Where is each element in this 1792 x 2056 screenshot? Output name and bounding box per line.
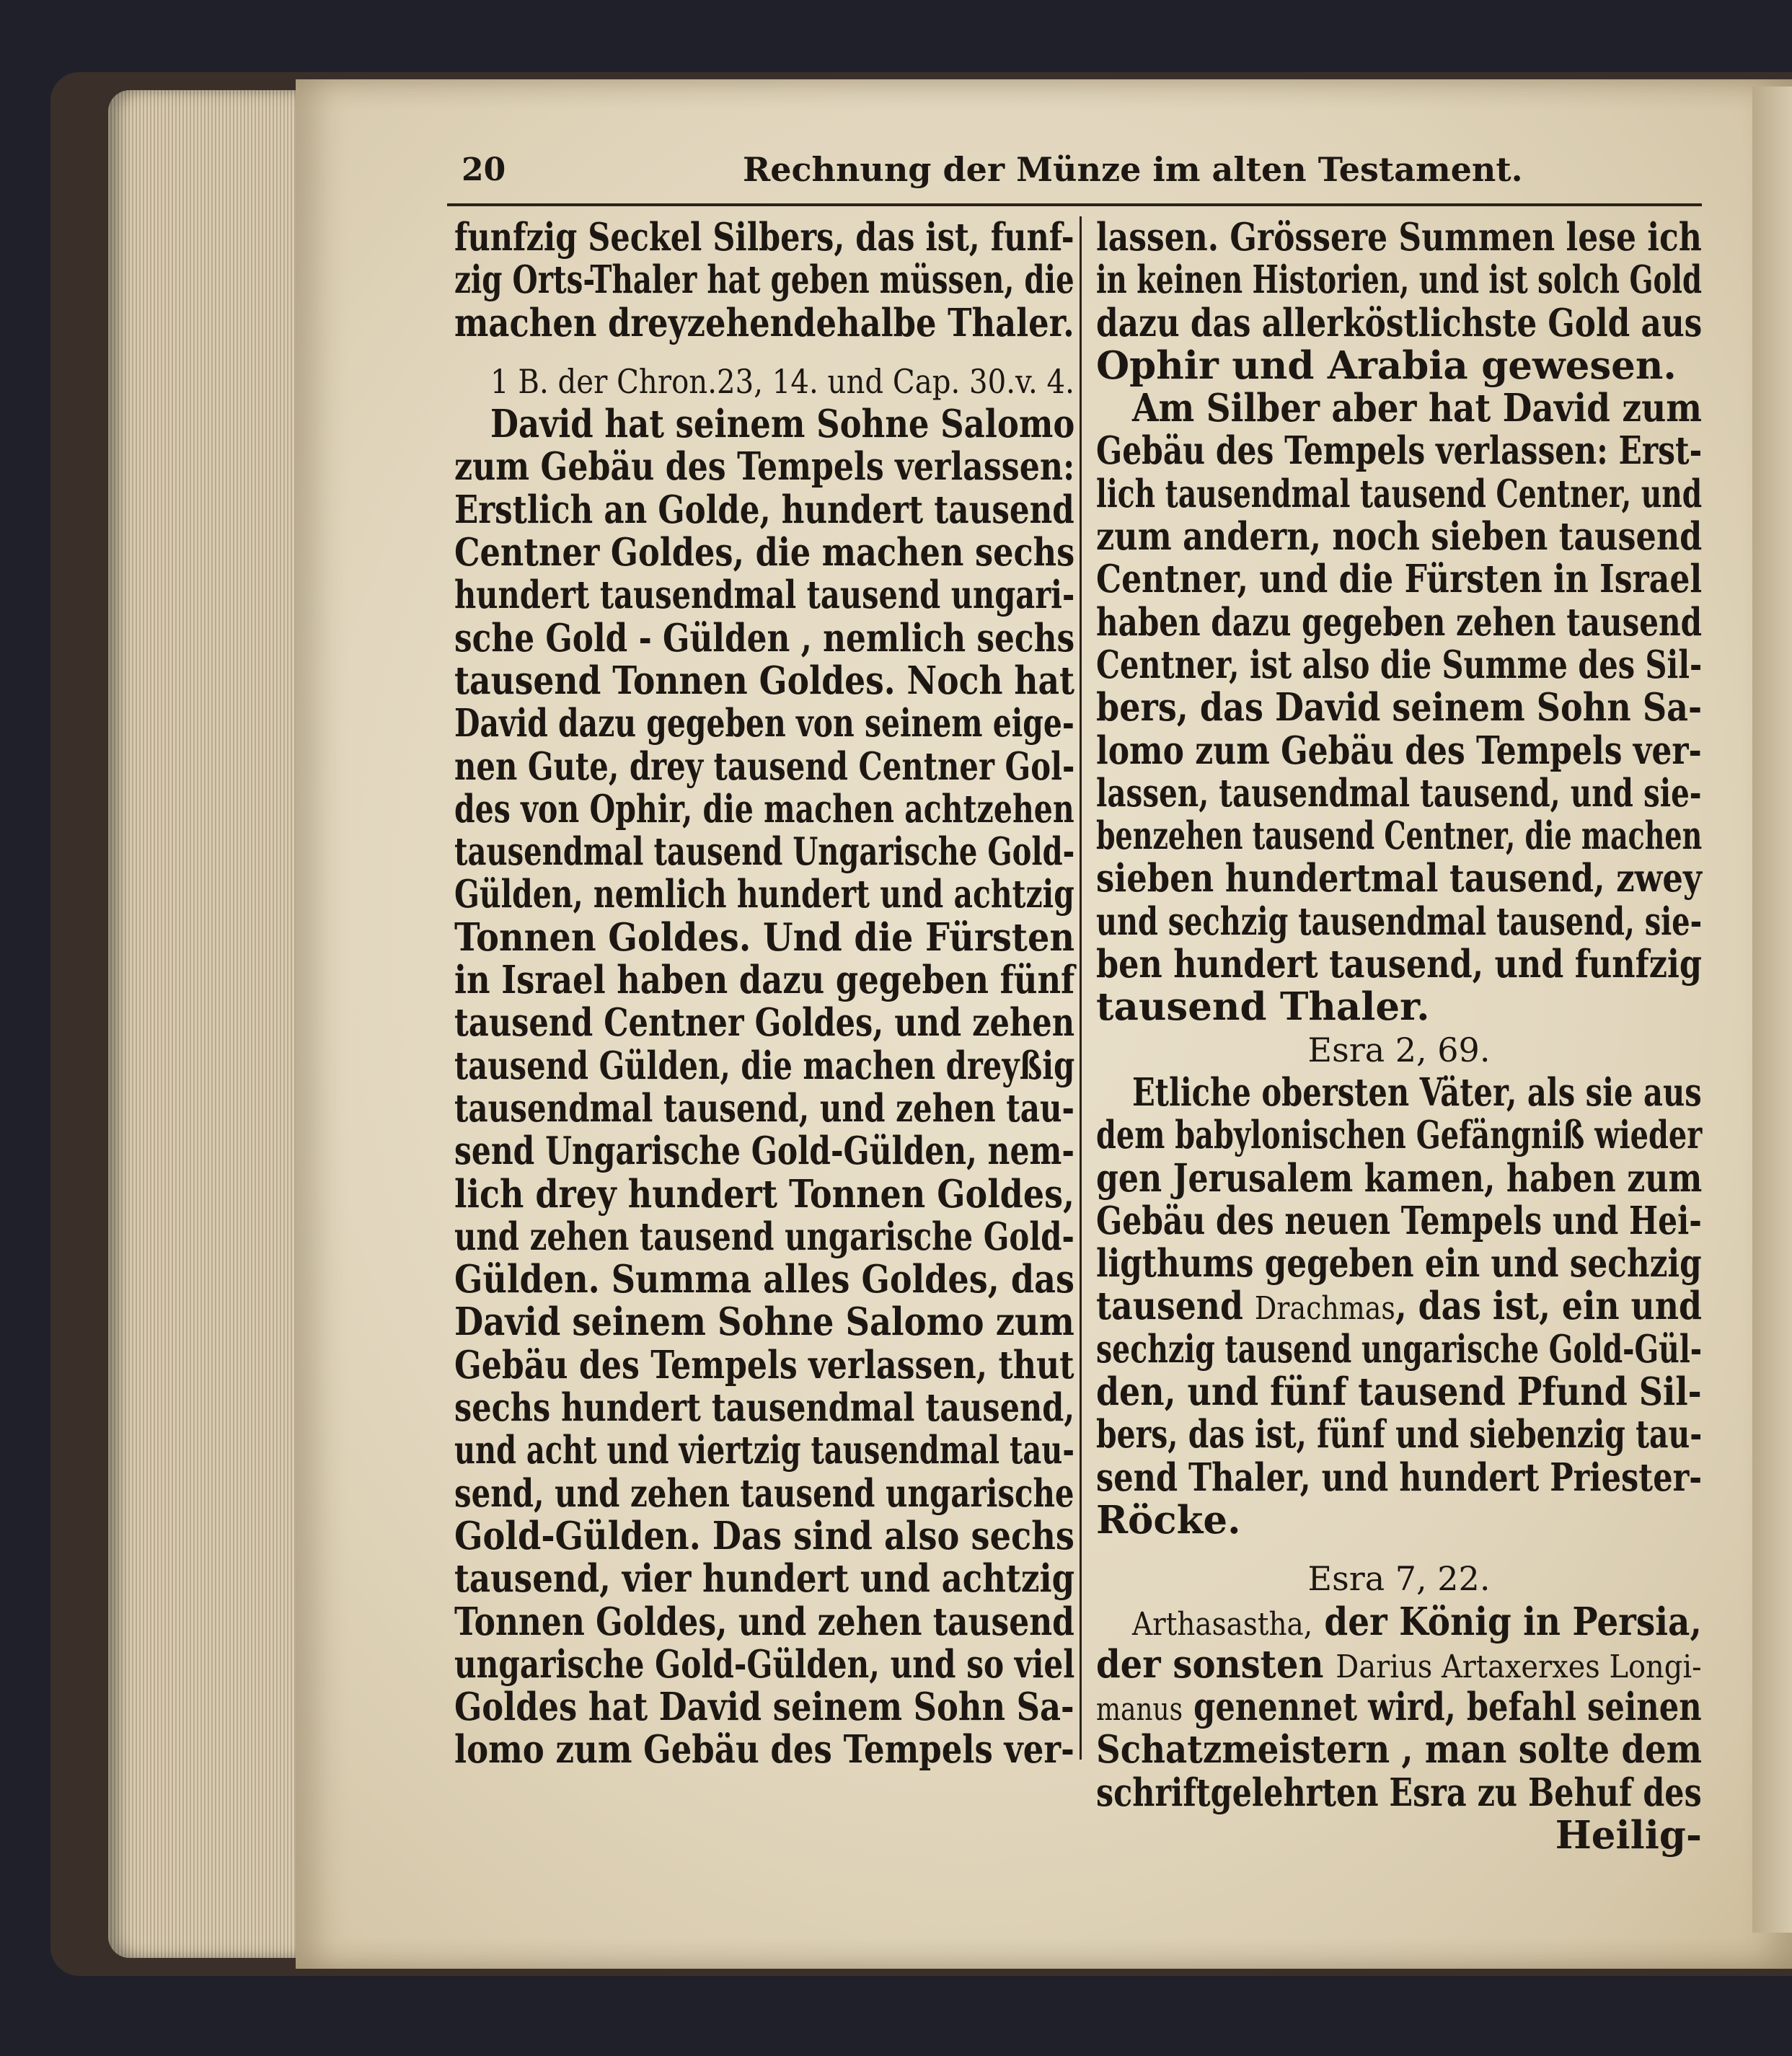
- text-line: sechzig tausend ungarische Gold-Gül-: [1096, 1326, 1703, 1372]
- text-line: send Thaler, und hundert Priester-: [1096, 1455, 1703, 1500]
- scripture-reference: Esra 2, 69.: [1307, 1030, 1491, 1069]
- text-line: lassen. Grössere Summen lese ich: [1096, 215, 1702, 260]
- page-number: 20: [462, 151, 506, 188]
- scripture-reference: 1 B. der Chron.23, 14. und Cap. 30.v. 4.: [490, 361, 1074, 401]
- text-line: hundert tausendmal tausend ungari-: [454, 573, 1075, 618]
- text-line: Centner, und die Fürsten in Israel: [1096, 557, 1703, 602]
- text-line: tausend, vier hundert und achtzig: [454, 1556, 1075, 1602]
- text-line: zum andern, noch sieben tausend: [1096, 514, 1703, 560]
- text-fragment: genennet wird, befahl seinen: [1183, 1685, 1702, 1730]
- text-line: [1096, 1601, 1702, 1644]
- paragraph: [454, 216, 1074, 345]
- text-line: Gebäu des Tempels verlassen, thut: [454, 1342, 1074, 1387]
- text-line: David hat seinem Sohne Salomo: [490, 402, 1075, 447]
- text-line: Gold-Gülden. Das sind also sechs: [454, 1513, 1074, 1558]
- text-line: Röcke.: [1096, 1497, 1241, 1543]
- text-line: des von Ophir, die machen achtzehen: [454, 786, 1074, 831]
- text-line: Tonnen Goldes. Und die Fürsten: [454, 914, 1075, 960]
- text-line: haben dazu gegeben zehen tausend: [1096, 599, 1703, 645]
- text-line: Gülden. Summa alles Goldes, das: [454, 1257, 1074, 1302]
- text-line: zig Orts-Thaler hat geben müssen, die: [454, 257, 1074, 303]
- text-line: lomo zum Gebäu des Tempels ver-: [454, 1727, 1074, 1773]
- text-line: bers, das David seinem Sohn Sa-: [1096, 685, 1703, 731]
- text-line: ungarische Gold-Gülden, und so viel: [454, 1641, 1075, 1687]
- left-column: [454, 216, 1074, 1772]
- text-line: Gebäu des Tempels verlassen: Erst-: [1096, 428, 1703, 474]
- column-divider: [1080, 216, 1082, 1760]
- paragraph: [1096, 1601, 1702, 1858]
- text-line: Centner Goldes, die machen sechs: [454, 530, 1075, 575]
- antiqua-word: Drachmas: [1254, 1290, 1395, 1328]
- text-line: dazu das allerköstlichste Gold aus: [1096, 300, 1703, 345]
- text-line: tausendmal tausend, und zehen tau-: [454, 1085, 1074, 1131]
- antiqua-word: Arthasastha,: [1132, 1605, 1313, 1643]
- page-edges: [108, 90, 325, 1958]
- text-line: den, und fünf tausend Pfund Sil-: [1096, 1369, 1702, 1415]
- text-line: David seinem Sohne Salomo zum: [454, 1300, 1074, 1345]
- text-line: Etliche obersten Väter, als sie aus: [1132, 1069, 1702, 1115]
- text-line: sechs hundert tausendmal tausend,: [454, 1385, 1075, 1431]
- text-line: lomo zum Gebäu des Tempels ver-: [1096, 728, 1702, 773]
- antiqua-word: manus: [1096, 1691, 1183, 1729]
- running-header: [447, 144, 1702, 202]
- text-line: bers, das ist, fünf und siebenzig tau-: [1096, 1412, 1703, 1457]
- text-line: dem babylonischen Gefängniß wieder: [1096, 1113, 1703, 1158]
- text-line: nen Gute, drey tausend Centner Gol-: [454, 744, 1075, 789]
- header-rule: [447, 203, 1702, 206]
- text-line: [1096, 1641, 1702, 1687]
- paragraph: [1096, 1069, 1703, 1543]
- text-fragment: der sonsten: [1096, 1641, 1336, 1687]
- running-head-title: Rechnung der Münze im alten Testament.: [743, 150, 1523, 189]
- text-line: Tonnen Goldes, und zehen tausend: [454, 1599, 1074, 1644]
- text-line: Goldes hat David seinem Sohn Sa-: [454, 1685, 1074, 1730]
- text-line: gen Jerusalem kamen, haben zum: [1096, 1155, 1703, 1201]
- text-line: Gülden, nemlich hundert und achtzig: [454, 872, 1074, 917]
- text-line: Erstlich an Golde, hundert tausend: [454, 487, 1074, 532]
- text-line: send Ungarische Gold-Gülden, nem-: [454, 1129, 1074, 1174]
- paragraph: [1096, 387, 1702, 1028]
- antiqua-word: Darius Artaxerxes Longi-: [1336, 1648, 1702, 1685]
- text-line: benzehen tausend Centner, die machen: [1096, 813, 1703, 859]
- text-line: tausendmal tausend Ungarische Gold-: [454, 829, 1075, 875]
- text-line: tausend Gülden, die machen dreyßig: [454, 1043, 1075, 1088]
- scripture-reference: Esra 7, 22.: [1307, 1559, 1491, 1599]
- text-line: zum Gebäu des Tempels verlassen:: [454, 444, 1075, 490]
- text-line: lich tausendmal tausend Centner, und: [1096, 471, 1703, 516]
- text-line: funfzig Seckel Silbers, das ist, funf-: [454, 215, 1074, 260]
- next-page-edge: [1752, 87, 1792, 1933]
- text-line: [1096, 1686, 1702, 1729]
- text-fragment: der König in Persia,: [1312, 1599, 1702, 1644]
- text-line: ligthums gegeben ein und sechzig: [1096, 1241, 1702, 1287]
- text-line: und sechzig tausendmal tausend, sie-: [1096, 899, 1703, 944]
- text-line: machen dreyzehendehalbe Thaler.: [454, 300, 1074, 345]
- text-line: tausend Thaler.: [1096, 984, 1430, 1030]
- text-line: sche Gold - Gülden , nemlich sechs: [454, 615, 1075, 661]
- text-line: ben hundert tausend, und funfzig: [1096, 942, 1702, 987]
- text-line: und zehen tausend ungarische Gold-: [454, 1214, 1074, 1259]
- text-line: tausend Centner Goldes, und zehen: [454, 1000, 1075, 1046]
- text-line: lassen, tausendmal tausend, und sie-: [1096, 770, 1702, 816]
- text-line: Schatzmeistern , man solte dem: [1096, 1727, 1703, 1773]
- text-line: sieben hundertmal tausend, zwey: [1096, 856, 1702, 901]
- text-line: David dazu gegeben von seinem eige-: [454, 701, 1074, 746]
- catchword: Heilig-: [1555, 1812, 1702, 1858]
- text-line: [1096, 1285, 1702, 1328]
- text-line: und acht und viertzig tausendmal tau-: [454, 1428, 1074, 1473]
- text-line: schriftgelehrten Esra zu Behuf des: [1096, 1770, 1702, 1815]
- text-line: send, und zehen tausend ungarische: [454, 1470, 1074, 1516]
- text-line: Ophir und Arabia gewesen.: [1096, 343, 1677, 388]
- text-fragment: , das ist, ein und: [1395, 1284, 1702, 1329]
- text-line: lich drey hundert Tonnen Goldes,: [454, 1171, 1075, 1217]
- text-line: Centner, ist also die Summe des Sil-: [1096, 642, 1703, 687]
- right-column: [1096, 216, 1702, 1857]
- text-line: Am Silber aber hat David zum: [1132, 386, 1703, 431]
- text-line: tausend Tonnen Goldes. Noch hat: [454, 658, 1075, 703]
- text-fragment: tausend: [1096, 1284, 1255, 1329]
- paragraph: [454, 403, 1074, 1772]
- text-line: Gebäu des neuen Tempels und Hei-: [1096, 1198, 1702, 1243]
- paragraph: [1096, 216, 1702, 387]
- text-line: in keinen Historien, und ist solch Gold: [1096, 257, 1702, 303]
- text-line: in Israel haben dazu gegeben fünf: [454, 958, 1075, 1003]
